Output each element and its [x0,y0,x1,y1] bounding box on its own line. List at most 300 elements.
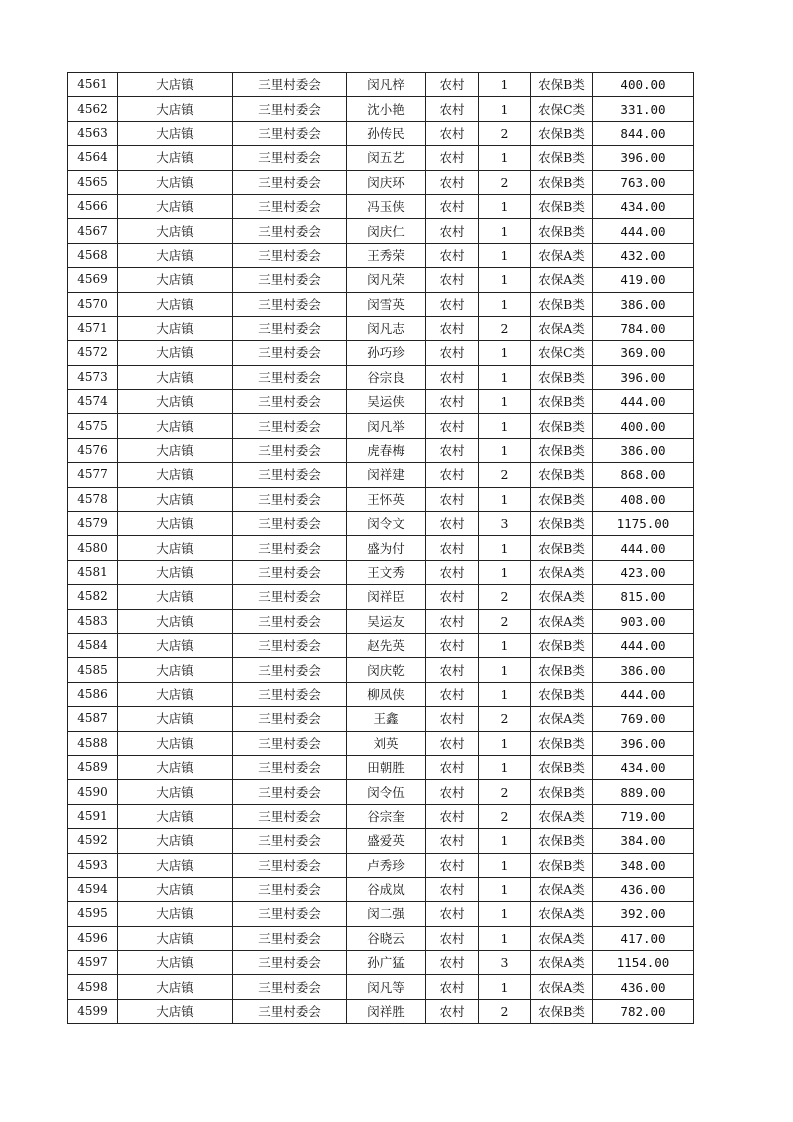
insurance-category-cell: 农保B类 [531,755,593,779]
amount-cell: 396.00 [593,365,694,389]
person-name-cell: 田朝胜 [347,755,426,779]
insurance-category-cell: 农保B类 [531,633,593,657]
insurance-category-cell: 农保B类 [531,853,593,877]
table-row [68,487,694,511]
household-count-cell: 1 [479,341,531,365]
amount-cell: 1154.00 [593,951,694,975]
household-count-cell: 2 [479,999,531,1023]
insurance-category-cell: 农保A类 [531,560,593,584]
amount-cell: 436.00 [593,877,694,901]
household-count-cell: 3 [479,951,531,975]
village-committee-cell: 三里村委会 [233,512,347,536]
household-count-cell: 1 [479,487,531,511]
town-cell: 大店镇 [118,999,233,1023]
village-committee-cell: 三里村委会 [233,390,347,414]
insurance-category-cell: 农保B类 [531,121,593,145]
village-committee-cell: 三里村委会 [233,438,347,462]
amount-cell: 396.00 [593,146,694,170]
town-cell: 大店镇 [118,268,233,292]
amount-cell: 444.00 [593,390,694,414]
insurance-category-cell: 农保B类 [531,487,593,511]
row-id-cell: 4595 [68,902,118,926]
area-type-cell: 农村 [426,609,479,633]
town-cell: 大店镇 [118,219,233,243]
household-count-cell: 1 [479,390,531,414]
person-name-cell: 冯玉侠 [347,194,426,218]
table-row [68,975,694,999]
town-cell: 大店镇 [118,682,233,706]
amount-cell: 782.00 [593,999,694,1023]
household-count-cell: 1 [479,853,531,877]
town-cell: 大店镇 [118,560,233,584]
village-committee-cell: 三里村委会 [233,487,347,511]
row-id-cell: 4569 [68,268,118,292]
insurance-category-cell: 农保B类 [531,999,593,1023]
area-type-cell: 农村 [426,365,479,389]
row-id-cell: 4581 [68,560,118,584]
village-committee-cell: 三里村委会 [233,414,347,438]
amount-cell: 784.00 [593,316,694,340]
area-type-cell: 农村 [426,292,479,316]
town-cell: 大店镇 [118,585,233,609]
amount-cell: 386.00 [593,658,694,682]
insurance-category-cell: 农保A类 [531,877,593,901]
table-row [68,170,694,194]
insurance-category-cell: 农保A类 [531,926,593,950]
person-name-cell: 闵凡举 [347,414,426,438]
row-id-cell: 4589 [68,755,118,779]
village-committee-cell: 三里村委会 [233,975,347,999]
row-id-cell: 4586 [68,682,118,706]
area-type-cell: 农村 [426,536,479,560]
town-cell: 大店镇 [118,853,233,877]
area-type-cell: 农村 [426,707,479,731]
village-committee-cell: 三里村委会 [233,633,347,657]
table-row [68,316,694,340]
table-body [68,73,694,1024]
area-type-cell: 农村 [426,560,479,584]
insurance-category-cell: 农保B类 [531,438,593,462]
village-committee-cell: 三里村委会 [233,951,347,975]
row-id-cell: 4596 [68,926,118,950]
household-count-cell: 1 [479,877,531,901]
amount-cell: 419.00 [593,268,694,292]
person-name-cell: 闵二强 [347,902,426,926]
insurance-category-cell: 农保A类 [531,902,593,926]
area-type-cell: 农村 [426,633,479,657]
row-id-cell: 4597 [68,951,118,975]
row-id-cell: 4575 [68,414,118,438]
area-type-cell: 农村 [426,731,479,755]
town-cell: 大店镇 [118,877,233,901]
person-name-cell: 闵庆仁 [347,219,426,243]
village-committee-cell: 三里村委会 [233,194,347,218]
row-id-cell: 4576 [68,438,118,462]
village-committee-cell: 三里村委会 [233,243,347,267]
insurance-category-cell: 农保A类 [531,609,593,633]
person-name-cell: 谷宗奎 [347,804,426,828]
amount-cell: 432.00 [593,243,694,267]
village-committee-cell: 三里村委会 [233,292,347,316]
insurance-category-cell: 农保B类 [531,682,593,706]
row-id-cell: 4592 [68,829,118,853]
household-count-cell: 2 [479,780,531,804]
insurance-category-cell: 农保B类 [531,463,593,487]
person-name-cell: 盛爱英 [347,829,426,853]
insurance-category-cell: 农保B类 [531,146,593,170]
area-type-cell: 农村 [426,341,479,365]
row-id-cell: 4567 [68,219,118,243]
insurance-category-cell: 农保C类 [531,341,593,365]
row-id-cell: 4579 [68,512,118,536]
area-type-cell: 农村 [426,438,479,462]
village-committee-cell: 三里村委会 [233,97,347,121]
household-count-cell: 1 [479,194,531,218]
town-cell: 大店镇 [118,390,233,414]
amount-cell: 434.00 [593,194,694,218]
town-cell: 大店镇 [118,170,233,194]
village-committee-cell: 三里村委会 [233,999,347,1023]
person-name-cell: 盛为付 [347,536,426,560]
insurance-category-cell: 农保A类 [531,804,593,828]
town-cell: 大店镇 [118,73,233,97]
table-row [68,707,694,731]
row-id-cell: 4566 [68,194,118,218]
household-count-cell: 1 [479,658,531,682]
village-committee-cell: 三里村委会 [233,926,347,950]
town-cell: 大店镇 [118,512,233,536]
row-id-cell: 4599 [68,999,118,1023]
row-id-cell: 4574 [68,390,118,414]
area-type-cell: 农村 [426,390,479,414]
town-cell: 大店镇 [118,975,233,999]
town-cell: 大店镇 [118,97,233,121]
amount-cell: 868.00 [593,463,694,487]
town-cell: 大店镇 [118,658,233,682]
person-name-cell: 孙广猛 [347,951,426,975]
area-type-cell: 农村 [426,780,479,804]
row-id-cell: 4562 [68,97,118,121]
table-row [68,292,694,316]
table-row [68,877,694,901]
household-count-cell: 2 [479,316,531,340]
town-cell: 大店镇 [118,707,233,731]
household-count-cell: 1 [479,633,531,657]
person-name-cell: 闵祥胜 [347,999,426,1023]
person-name-cell: 闵凡梓 [347,73,426,97]
household-count-cell: 1 [479,975,531,999]
amount-cell: 763.00 [593,170,694,194]
household-count-cell: 1 [479,902,531,926]
household-count-cell: 1 [479,219,531,243]
person-name-cell: 谷晓云 [347,926,426,950]
town-cell: 大店镇 [118,829,233,853]
town-cell: 大店镇 [118,804,233,828]
row-id-cell: 4563 [68,121,118,145]
village-committee-cell: 三里村委会 [233,829,347,853]
person-name-cell: 闵凡志 [347,316,426,340]
row-id-cell: 4571 [68,316,118,340]
village-committee-cell: 三里村委会 [233,877,347,901]
person-name-cell: 闵五艺 [347,146,426,170]
area-type-cell: 农村 [426,755,479,779]
person-name-cell: 王怀英 [347,487,426,511]
village-committee-cell: 三里村委会 [233,731,347,755]
area-type-cell: 农村 [426,951,479,975]
household-count-cell: 1 [479,438,531,462]
row-id-cell: 4587 [68,707,118,731]
row-id-cell: 4594 [68,877,118,901]
insurance-category-cell: 农保A类 [531,951,593,975]
area-type-cell: 农村 [426,853,479,877]
village-committee-cell: 三里村委会 [233,365,347,389]
amount-cell: 903.00 [593,609,694,633]
household-count-cell: 2 [479,804,531,828]
amount-cell: 436.00 [593,975,694,999]
amount-cell: 444.00 [593,682,694,706]
household-count-cell: 1 [479,560,531,584]
town-cell: 大店镇 [118,633,233,657]
person-name-cell: 闵庆环 [347,170,426,194]
table-row [68,633,694,657]
amount-cell: 444.00 [593,219,694,243]
table-row [68,512,694,536]
table-row [68,194,694,218]
amount-cell: 392.00 [593,902,694,926]
person-name-cell: 谷成岚 [347,877,426,901]
person-name-cell: 吴运友 [347,609,426,633]
household-count-cell: 1 [479,731,531,755]
town-cell: 大店镇 [118,902,233,926]
table-row [68,463,694,487]
household-count-cell: 1 [479,829,531,853]
amount-cell: 423.00 [593,560,694,584]
insurance-category-cell: 农保B类 [531,829,593,853]
table-row [68,755,694,779]
area-type-cell: 农村 [426,243,479,267]
household-count-cell: 2 [479,170,531,194]
town-cell: 大店镇 [118,292,233,316]
table-row [68,999,694,1023]
area-type-cell: 农村 [426,97,479,121]
town-cell: 大店镇 [118,609,233,633]
person-name-cell: 闵令文 [347,512,426,536]
amount-cell: 386.00 [593,292,694,316]
row-id-cell: 4584 [68,633,118,657]
insurance-category-cell: 农保A类 [531,585,593,609]
town-cell: 大店镇 [118,463,233,487]
benefit-table [67,72,694,1024]
table-row [68,414,694,438]
row-id-cell: 4590 [68,780,118,804]
row-id-cell: 4585 [68,658,118,682]
insurance-category-cell: 农保B类 [531,731,593,755]
amount-cell: 417.00 [593,926,694,950]
insurance-category-cell: 农保A类 [531,268,593,292]
person-name-cell: 虎春梅 [347,438,426,462]
village-committee-cell: 三里村委会 [233,316,347,340]
table-row [68,731,694,755]
table-row [68,780,694,804]
household-count-cell: 1 [479,365,531,389]
amount-cell: 844.00 [593,121,694,145]
table-row [68,146,694,170]
row-id-cell: 4564 [68,146,118,170]
person-name-cell: 刘英 [347,731,426,755]
table-row [68,902,694,926]
household-count-cell: 1 [479,146,531,170]
amount-cell: 408.00 [593,487,694,511]
row-id-cell: 4570 [68,292,118,316]
household-count-cell: 2 [479,609,531,633]
town-cell: 大店镇 [118,731,233,755]
insurance-category-cell: 农保A类 [531,707,593,731]
town-cell: 大店镇 [118,926,233,950]
village-committee-cell: 三里村委会 [233,658,347,682]
table-row [68,341,694,365]
village-committee-cell: 三里村委会 [233,755,347,779]
town-cell: 大店镇 [118,951,233,975]
row-id-cell: 4582 [68,585,118,609]
town-cell: 大店镇 [118,194,233,218]
table-row [68,438,694,462]
household-count-cell: 1 [479,536,531,560]
table-row [68,243,694,267]
table-row [68,219,694,243]
town-cell: 大店镇 [118,487,233,511]
row-id-cell: 4573 [68,365,118,389]
area-type-cell: 农村 [426,73,479,97]
table-row [68,951,694,975]
row-id-cell: 4598 [68,975,118,999]
amount-cell: 719.00 [593,804,694,828]
household-count-cell: 1 [479,268,531,292]
amount-cell: 769.00 [593,707,694,731]
row-id-cell: 4568 [68,243,118,267]
village-committee-cell: 三里村委会 [233,609,347,633]
area-type-cell: 农村 [426,658,479,682]
household-count-cell: 1 [479,755,531,779]
amount-cell: 1175.00 [593,512,694,536]
household-count-cell: 2 [479,121,531,145]
person-name-cell: 谷宗良 [347,365,426,389]
town-cell: 大店镇 [118,780,233,804]
insurance-category-cell: 农保A类 [531,243,593,267]
insurance-category-cell: 农保B类 [531,292,593,316]
village-committee-cell: 三里村委会 [233,682,347,706]
village-committee-cell: 三里村委会 [233,707,347,731]
person-name-cell: 王鑫 [347,707,426,731]
area-type-cell: 农村 [426,219,479,243]
person-name-cell: 王秀荣 [347,243,426,267]
row-id-cell: 4591 [68,804,118,828]
table-row [68,853,694,877]
area-type-cell: 农村 [426,268,479,292]
insurance-category-cell: 农保A类 [531,975,593,999]
table-row [68,926,694,950]
village-committee-cell: 三里村委会 [233,536,347,560]
amount-cell: 444.00 [593,633,694,657]
area-type-cell: 农村 [426,585,479,609]
village-committee-cell: 三里村委会 [233,341,347,365]
village-committee-cell: 三里村委会 [233,560,347,584]
town-cell: 大店镇 [118,341,233,365]
person-name-cell: 孙传民 [347,121,426,145]
village-committee-cell: 三里村委会 [233,73,347,97]
person-name-cell: 闵凡等 [347,975,426,999]
person-name-cell: 吴运侠 [347,390,426,414]
insurance-category-cell: 农保B类 [531,658,593,682]
amount-cell: 400.00 [593,414,694,438]
row-id-cell: 4578 [68,487,118,511]
town-cell: 大店镇 [118,414,233,438]
household-count-cell: 2 [479,585,531,609]
person-name-cell: 沈小艳 [347,97,426,121]
table-row [68,365,694,389]
table-row [68,121,694,145]
area-type-cell: 农村 [426,902,479,926]
area-type-cell: 农村 [426,926,479,950]
row-id-cell: 4572 [68,341,118,365]
area-type-cell: 农村 [426,170,479,194]
village-committee-cell: 三里村委会 [233,170,347,194]
insurance-category-cell: 农保B类 [531,390,593,414]
amount-cell: 369.00 [593,341,694,365]
area-type-cell: 农村 [426,316,479,340]
area-type-cell: 农村 [426,512,479,536]
table-row [68,804,694,828]
insurance-category-cell: 农保B类 [531,780,593,804]
table-row [68,658,694,682]
town-cell: 大店镇 [118,243,233,267]
area-type-cell: 农村 [426,463,479,487]
row-id-cell: 4593 [68,853,118,877]
amount-cell: 815.00 [593,585,694,609]
table-row [68,268,694,292]
amount-cell: 386.00 [593,438,694,462]
person-name-cell: 王文秀 [347,560,426,584]
area-type-cell: 农村 [426,121,479,145]
village-committee-cell: 三里村委会 [233,121,347,145]
amount-cell: 396.00 [593,731,694,755]
table-row [68,536,694,560]
village-committee-cell: 三里村委会 [233,268,347,292]
village-committee-cell: 三里村委会 [233,219,347,243]
table-row [68,390,694,414]
row-id-cell: 4565 [68,170,118,194]
table-row [68,560,694,584]
insurance-category-cell: 农保B类 [531,536,593,560]
area-type-cell: 农村 [426,877,479,901]
area-type-cell: 农村 [426,804,479,828]
amount-cell: 434.00 [593,755,694,779]
household-count-cell: 1 [479,97,531,121]
household-count-cell: 1 [479,292,531,316]
insurance-category-cell: 农保B类 [531,512,593,536]
village-committee-cell: 三里村委会 [233,780,347,804]
household-count-cell: 1 [479,414,531,438]
town-cell: 大店镇 [118,146,233,170]
village-committee-cell: 三里村委会 [233,585,347,609]
person-name-cell: 赵先英 [347,633,426,657]
area-type-cell: 农村 [426,999,479,1023]
area-type-cell: 农村 [426,194,479,218]
amount-cell: 444.00 [593,536,694,560]
household-count-cell: 3 [479,512,531,536]
row-id-cell: 4583 [68,609,118,633]
table-row [68,97,694,121]
insurance-category-cell: 农保B类 [531,414,593,438]
